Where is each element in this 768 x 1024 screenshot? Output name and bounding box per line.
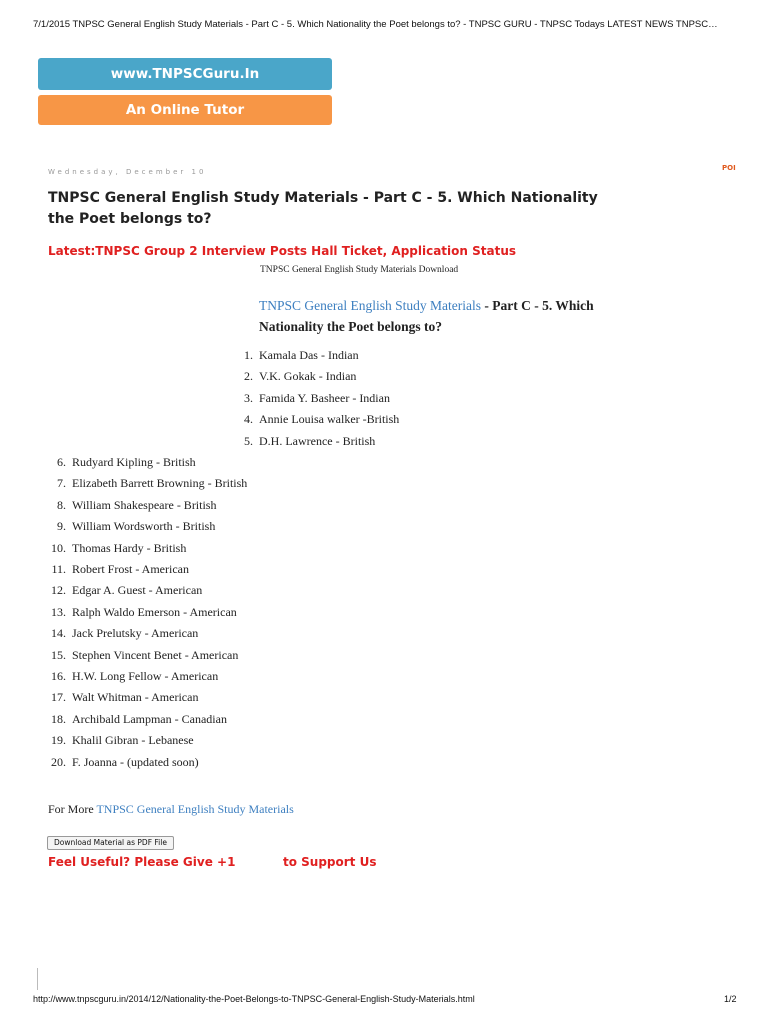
list-item xyxy=(36,666,218,687)
list-item xyxy=(36,687,198,708)
list-item xyxy=(36,602,237,623)
list-item-number: 5. xyxy=(244,433,253,448)
print-header: 7/1/2015 TNPSC General English Study Materials - Part C - 5. Which Nationality the Poet belongs to? - TNPSC GURU - TNPSC Todays LATEST NEWS TNPSC… xyxy=(33,19,718,30)
list-item xyxy=(36,559,189,580)
list-item-number: 19. xyxy=(51,733,66,748)
list-item-number: 10. xyxy=(51,540,66,555)
list-item-text: F. Joanna - (updated soon) xyxy=(72,754,199,769)
list-item-number: 16. xyxy=(51,669,66,683)
print-footer-url: http://www.tnpscguru.in/2014/12/Nationality-the-Poet-Belongs-to-TNPSC-General-English-Study-Materials.html xyxy=(33,994,475,1004)
list-item xyxy=(36,452,196,473)
divider-line xyxy=(37,968,38,990)
list-item-text: Robert Frost - American xyxy=(72,562,189,576)
list-item-text: Jack Prelutsky - American xyxy=(72,626,199,641)
list-item-number: 17. xyxy=(51,690,66,705)
study-materials-link[interactable]: TNPSC General English Study Materials xyxy=(259,298,481,313)
list-item xyxy=(36,645,238,666)
for-more-text xyxy=(48,802,294,817)
list-item-text: Rudyard Kipling - British xyxy=(72,455,196,469)
post-title: TNPSC General English Study Materials - Part C - 5. Which Nationality the Poet belongs to? xyxy=(48,190,598,227)
tagline-banner[interactable]: An Online Tutor xyxy=(38,95,332,125)
download-pdf-button[interactable]: Download Material as PDF File xyxy=(47,836,174,850)
list-item-number: 11. xyxy=(51,562,66,576)
list-item-number: 12. xyxy=(51,583,66,598)
list-item-number: 9. xyxy=(57,519,66,534)
for-more-prefix: For More xyxy=(48,802,97,816)
list-item-text: Khalil Gibran - Lebanese xyxy=(72,733,194,748)
list-item-text: William Wordsworth - British xyxy=(72,519,216,534)
site-banner[interactable]: www.TNPSCGuru.In xyxy=(38,58,332,90)
list-item-number: 8. xyxy=(57,497,66,512)
list-item-number: 1. xyxy=(244,348,253,362)
list-item xyxy=(36,538,186,559)
list-item-number: 18. xyxy=(51,711,66,726)
feel-useful-text: Feel Useful? Please Give +1 xyxy=(48,855,236,869)
list-item xyxy=(36,495,216,516)
post-subheading xyxy=(259,295,639,337)
list-item xyxy=(36,752,199,773)
list-item-number: 13. xyxy=(51,604,66,619)
latest-news-link[interactable]: Latest:TNPSC Group 2 Interview Posts Hall Ticket, Application Status xyxy=(48,244,517,258)
list-item-text: V.K. Gokak - Indian xyxy=(259,369,357,384)
list-item-text: William Shakespeare - British xyxy=(72,497,217,512)
support-us-text: to Support Us xyxy=(283,855,377,869)
list-item-text: Famida Y. Basheer - Indian xyxy=(259,390,390,405)
list-item-number: 4. xyxy=(244,412,253,427)
list-item-text: D.H. Lawrence - British xyxy=(259,433,376,448)
list-item-number: 14. xyxy=(51,626,66,641)
list-item xyxy=(223,388,390,409)
list-item-number: 7. xyxy=(57,476,66,491)
list-item-text: Archibald Lampman - Canadian xyxy=(72,711,227,726)
list-item-number: 2. xyxy=(244,369,253,384)
list-item xyxy=(223,431,375,452)
list-item xyxy=(223,366,356,387)
list-item-text: Stephen Vincent Benet - American xyxy=(72,647,239,662)
list-item-number: 3. xyxy=(244,390,253,405)
list-item xyxy=(36,473,247,494)
list-item-text: Ralph Waldo Emerson - American xyxy=(72,604,237,619)
list-item xyxy=(223,409,399,430)
side-tag[interactable]: POI xyxy=(722,164,736,172)
list-item xyxy=(36,516,215,537)
subheading-text: - Part C - 5. Which Nationality the Poet belongs to? xyxy=(259,298,594,334)
list-item-text: Elizabeth Barrett Browning - British xyxy=(72,476,248,491)
page-number: 1/2 xyxy=(724,994,737,1004)
list-item-text: Edgar A. Guest - American xyxy=(72,583,203,598)
list-item-text: Annie Louisa walker -British xyxy=(259,412,400,427)
list-item xyxy=(36,580,202,601)
post-date: Wednesday, December 10 xyxy=(48,168,207,176)
list-item-text: Walt Whitman - American xyxy=(72,690,199,705)
list-item-text: Thomas Hardy - British xyxy=(72,540,187,555)
for-more-link[interactable]: TNPSC General English Study Materials xyxy=(96,802,294,816)
image-caption: TNPSC General English Study Materials Download xyxy=(260,265,459,275)
list-item-number: 20. xyxy=(51,754,66,769)
list-item xyxy=(36,623,198,644)
list-item-number: 6. xyxy=(57,455,66,469)
list-item-text: H.W. Long Fellow - American xyxy=(72,669,219,683)
list-item-text: Kamala Das - Indian xyxy=(259,348,359,362)
list-item xyxy=(36,730,194,751)
list-item xyxy=(223,345,359,366)
list-item-number: 15. xyxy=(51,647,66,662)
list-item xyxy=(36,709,227,730)
